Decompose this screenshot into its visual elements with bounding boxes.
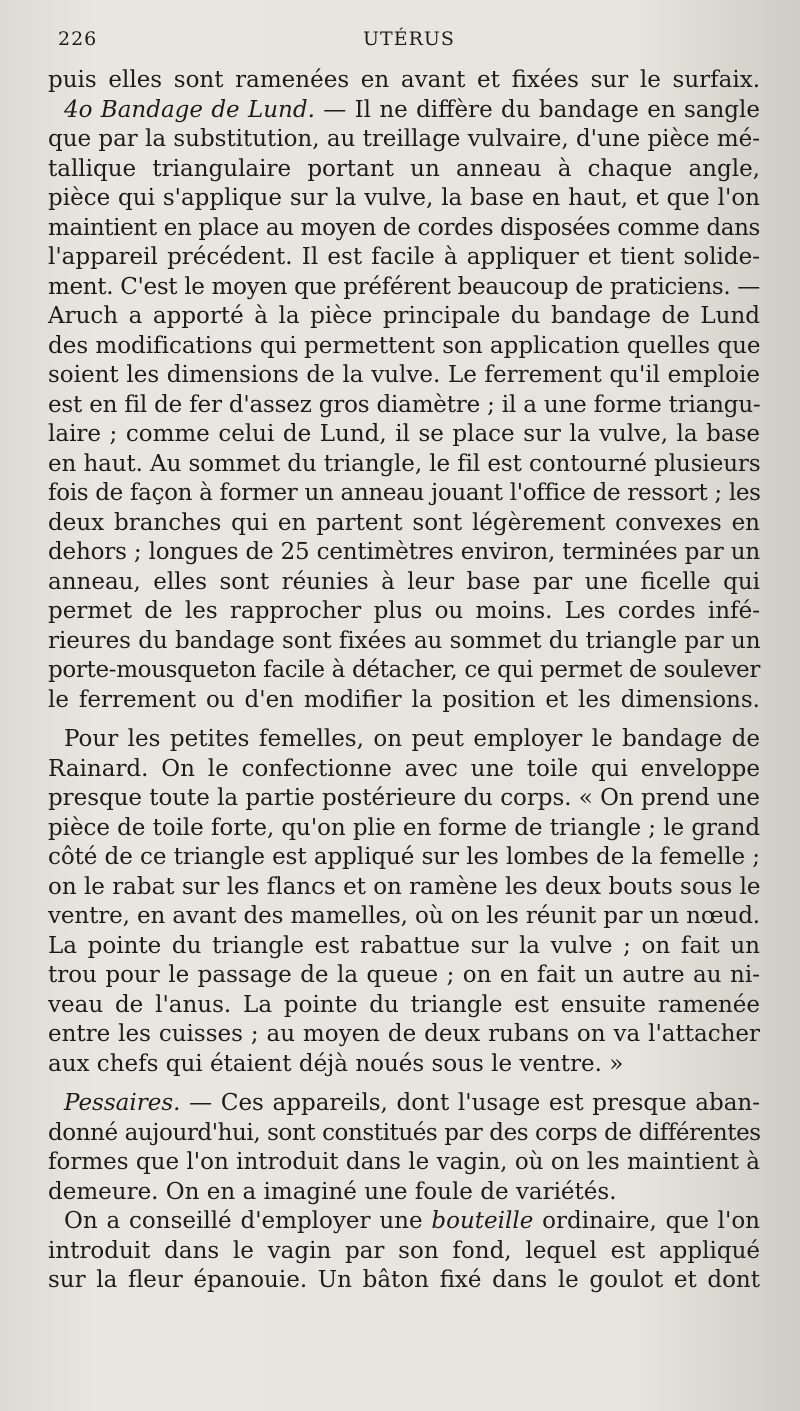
text-line: laire ; comme celui de Lund, il se place sur la vulve, la base [48,421,760,447]
text-line: Aruch a apporté à la pièce principale du bandage de Lund [48,303,760,329]
text-line [48,1207,760,1237]
text-line: pièce qui s'applique sur la vulve, la base en haut, et que l'on [48,185,760,211]
section-heading-pessaires: Pessaires. [64,1090,181,1116]
text-line [48,1089,760,1119]
running-title: UTÉRUS [363,28,455,50]
text-line: permet de les rapprocher plus ou moins. Les cordes infé- [48,598,760,624]
text-line: ment. C'est le moyen que préférent beaucoup de praticiens. — [48,273,760,300]
page-header [58,28,760,58]
text-line: l'appareil précédent. Il est facile à appliquer et tient solide- [48,244,760,270]
text-line: en haut. Au sommet du triangle, le fil est contourné plusieurs [48,450,761,477]
text-line: sur la fleur épanouie. Un bâton fixé dans le goulot et dont [48,1267,760,1293]
text-line: introduit dans le vagin par son fond, lequel est appliqué [48,1237,760,1264]
text-line: dehors ; longues de 25 centimètres environ, terminées par un [48,539,760,565]
text-line: soient les dimensions de la vulve. Le ferrement qu'il emploie [48,362,760,388]
text-line: aux chefs qui étaient déjà noués sous le ventre. » [48,1050,624,1077]
text-line: entre les cuisses ; au moyen de deux rubans on va l'attacher [48,1021,760,1047]
text-line: le ferrement ou d'en modifier la position et les dimensions. [48,686,760,713]
text-line: ventre, en avant des mamelles, où on les réunit par un nœud. [48,903,760,929]
text-line: pièce de toile forte, qu'on plie en forme de triangle ; le grand [48,814,760,841]
text-span: — Ces appareils, dont l'usage est presque aban- [180,1090,760,1116]
text-line: puis elles sont ramenées en avant et fixées sur le surfaix. [48,67,760,93]
text-line: presque toute la partie postérieure du corps. « On prend une [48,785,760,811]
paragraph-gap [48,1079,760,1089]
text-line [48,96,760,126]
text-line: que par la substitution, au treillage vulvaire, d'une pièce mé- [48,126,760,152]
text-line: on le rabat sur les flancs et on ramène les deux bouts sous le [48,873,761,900]
text-line: donné aujourd'hui, sont constitués par des corps de différentes [48,1119,761,1146]
text-line: Pour les petites femelles, on peut employer le bandage de [64,726,760,752]
text-line: maintient en place au moyen de cordes disposées comme dans [48,214,760,241]
text-line: Rainard. On le confectionne avec une toile qui enveloppe [48,755,760,782]
text-span: ordinaire, que l'on [533,1208,760,1234]
text-line: est en fil de fer d'assez gros diamètre ; il a une forme triangu- [48,391,761,418]
body-text [48,66,760,1296]
text-line: porte-mousqueton facile à détacher, ce qui permet de soulever [48,657,760,683]
text-line: La pointe du triangle est rabattue sur la vulve ; on fait un [48,932,760,959]
text-line: côté de ce triangle est appliqué sur les lombes de la femelle ; [48,844,760,870]
text-line: anneau, elles sont réunies à leur base par une ficelle qui [48,568,760,595]
text-line: veau de l'anus. La pointe du triangle est ensuite ramenée [48,991,760,1018]
text-line: rieures du bandage sont fixées au sommet du triangle par un [48,627,761,654]
text-line: trou pour le passage de la queue ; on en fait un autre au ni- [48,962,760,988]
text-line: deux branches qui en partent sont légèrement convexes en [48,509,760,536]
page-number: 226 [58,28,98,50]
paragraph-gap [48,715,760,725]
text-span: On a conseillé d'employer une [64,1208,432,1234]
text-line: formes que l'on introduit dans le vagin, où on les maintient à [48,1149,760,1175]
italic-term: bouteille [431,1208,534,1234]
text-line: des modifications qui permettent son application quelles que [48,332,761,359]
text-span: — Il ne diffère du bandage en sangle [314,96,760,123]
text-line: demeure. On en a imaginé une foule de variétés. [48,1178,617,1205]
text-line: tallique triangulaire portant un anneau à chaque angle, [48,155,760,182]
text-line: fois de façon à former un anneau jouant l'office de ressort ; les [48,480,761,506]
section-heading-lund: 4o Bandage de Lund. [64,96,315,123]
